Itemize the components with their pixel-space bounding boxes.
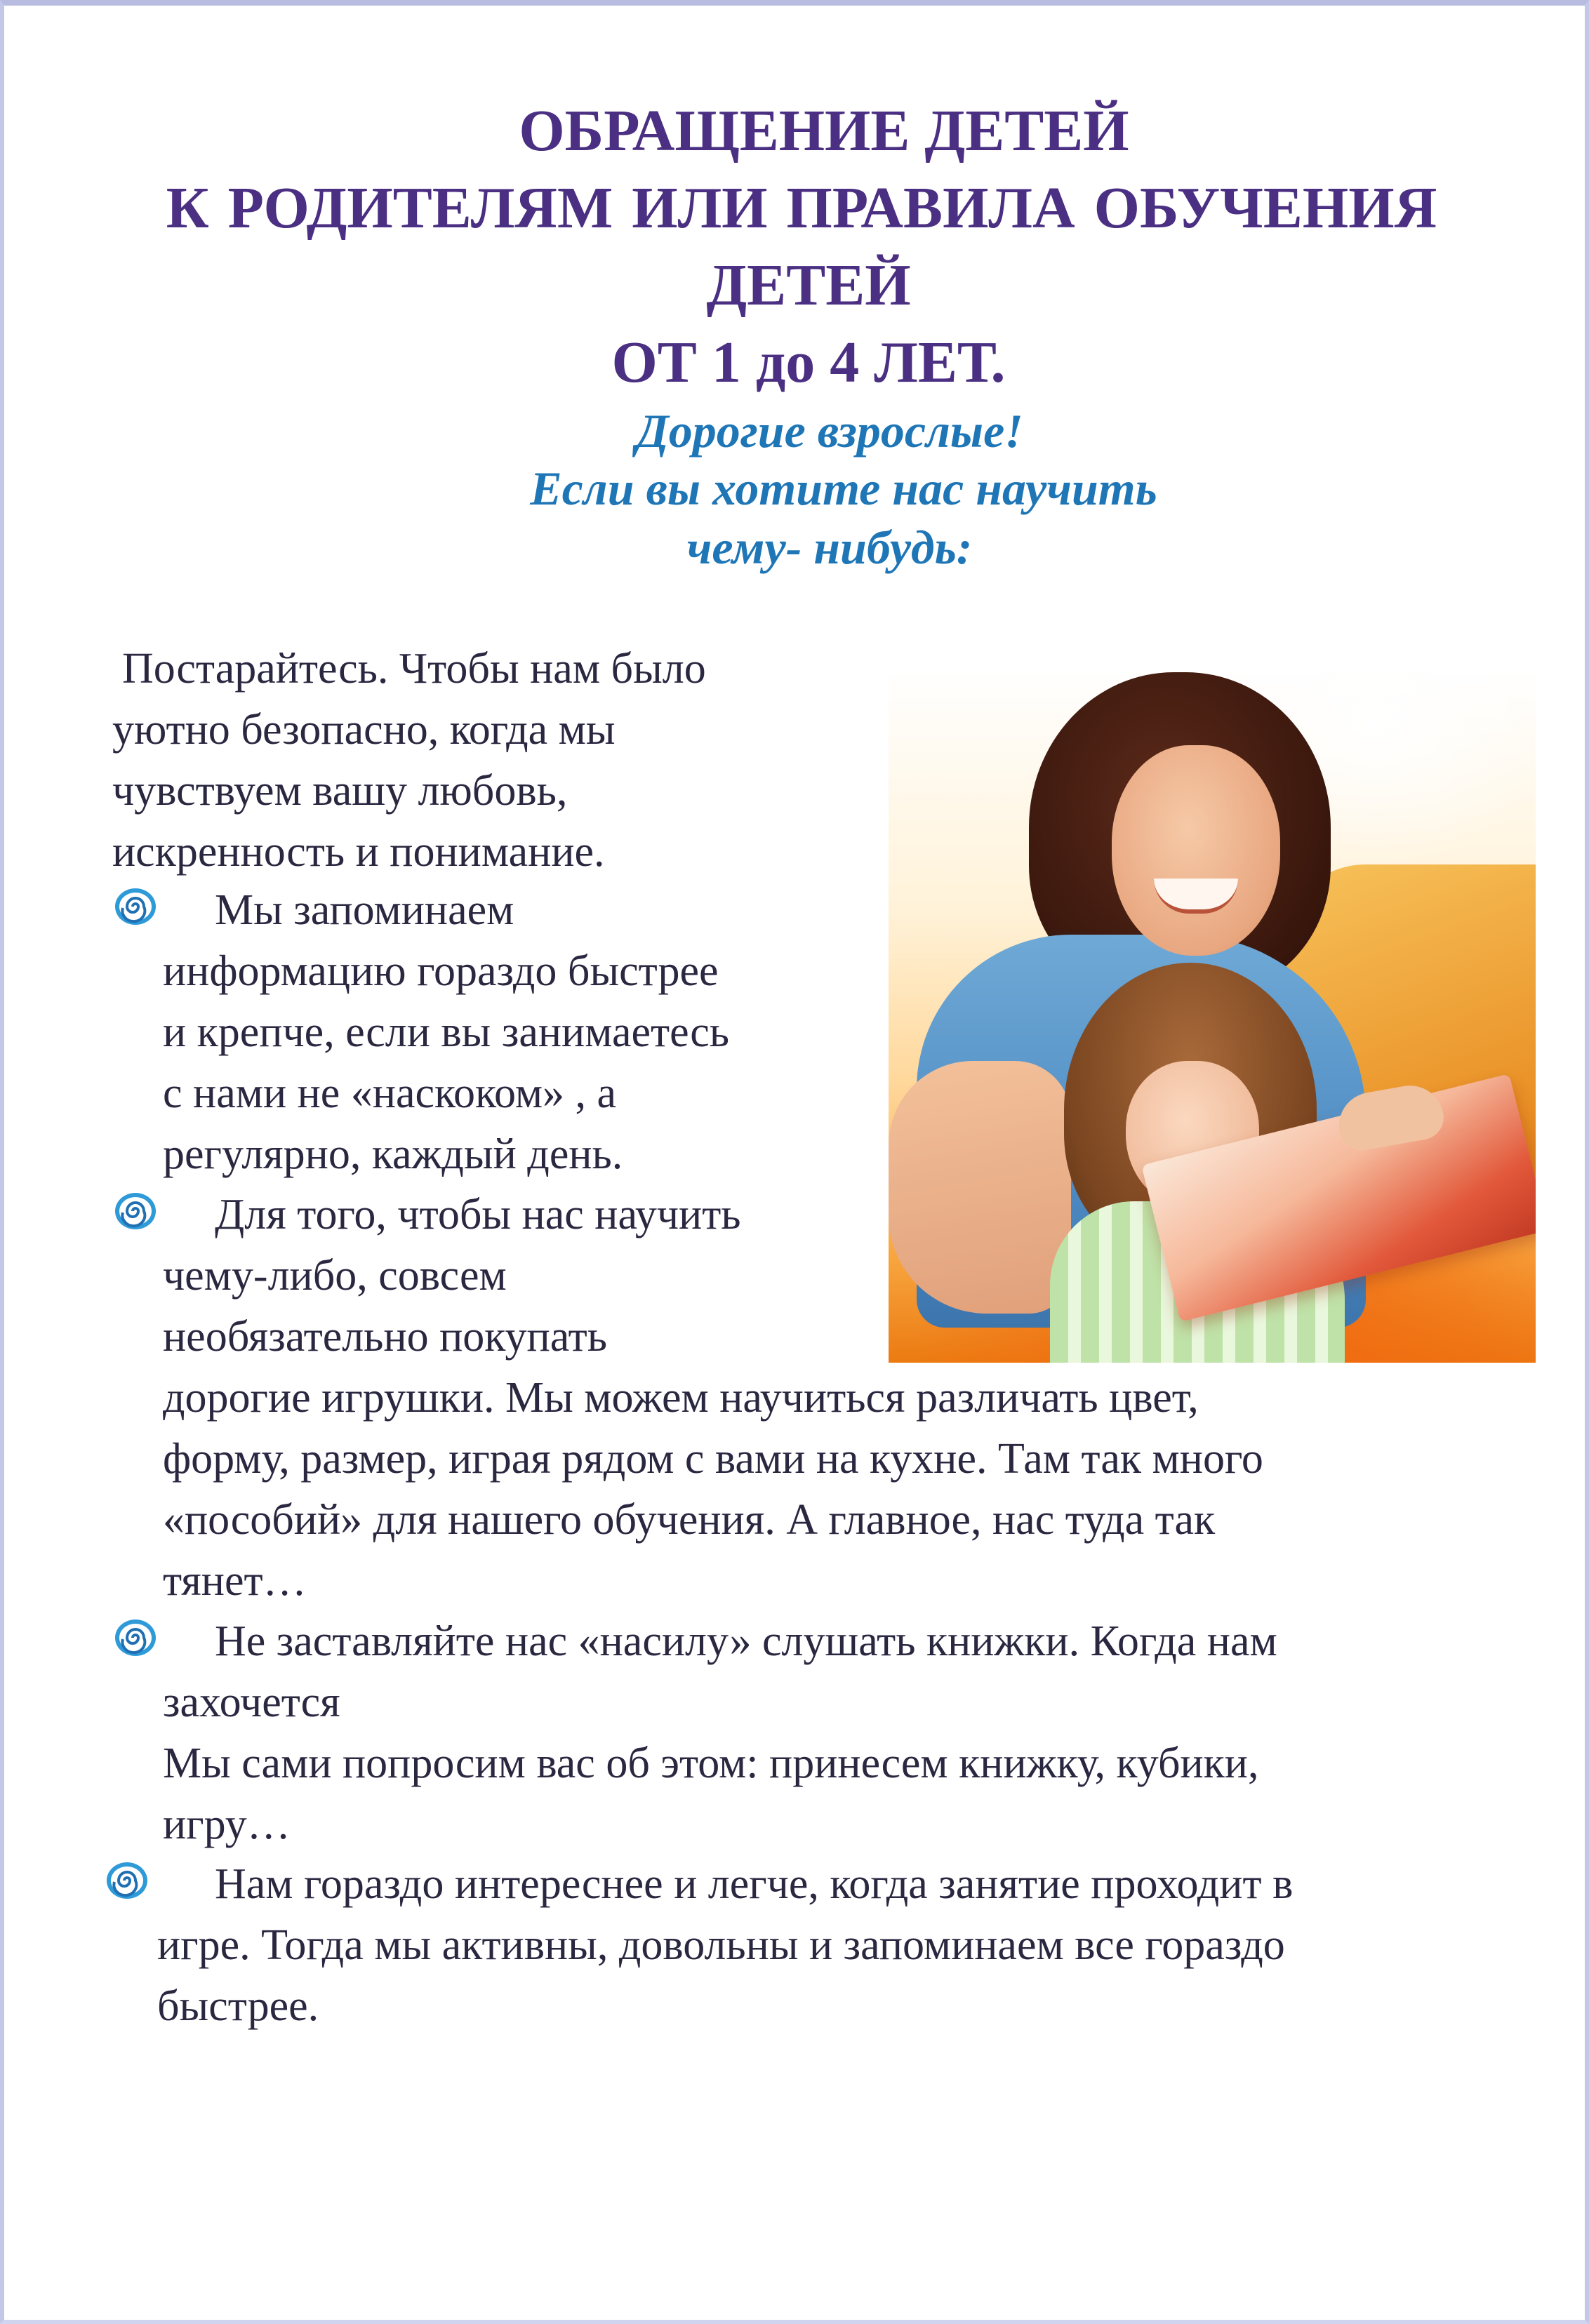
spiral-bullet-icon [112, 1617, 159, 1659]
title-line-3: ДЕТЕЙ [706, 253, 911, 318]
photo-mother-face [1112, 745, 1280, 956]
subtitle-line-3: чему- нибудь: [686, 521, 973, 574]
point-1-line: регулярно, каждый день. [163, 1130, 623, 1178]
subtitle-line-2: Если вы хотите нас научить [530, 462, 1157, 515]
point-2-line: необязательно покупать [163, 1313, 608, 1361]
spiral-bullet-icon [112, 1190, 159, 1232]
spiral-bullet-icon [112, 886, 159, 928]
point-2-line: форму, размер, играя рядом с вами на кухне. Там так много [163, 1435, 1263, 1483]
point-4-line: быстрее. [157, 1982, 319, 2030]
point-2-line: Для того, чтобы нас научить [215, 1191, 741, 1238]
photo-mother-arm [889, 1061, 1071, 1314]
point-1-line: Мы запоминаем [215, 886, 514, 934]
point-1-line: информацию гораздо быстрее [163, 947, 719, 995]
point-1-line: с нами не «наскоком» , а [163, 1069, 617, 1117]
subtitle-line-1: Дорогие взрослые! [636, 404, 1023, 458]
point-4-line: Нам гораздо интереснее и легче, когда занятие проходит в [215, 1860, 1294, 1908]
title-line-4: ОТ 1 до 4 ЛЕТ. [611, 330, 1006, 395]
intro-line: Постарайтесь. Чтобы нам было [122, 645, 706, 693]
point-4-line: игре. Тогда мы активны, довольны и запоминаем все гораздо [157, 1921, 1285, 1969]
point-2-line: дорогие игрушки. Мы можем научиться различать цвет, [163, 1374, 1199, 1422]
spiral-bullet-icon [104, 1859, 150, 1902]
intro-line: уютно безопасно, когда мы [112, 706, 616, 754]
title-line-2: К РОДИТЕЛЯМ ИЛИ ПРАВИЛА ОБУЧЕНИЯ [166, 175, 1437, 241]
point-2-line: «пособий» для нашего обучения. А главное, нас туда так [163, 1496, 1216, 1544]
point-3-line: захочется [163, 1678, 340, 1726]
point-2-line: тянет… [163, 1557, 307, 1605]
point-1-line: и крепче, если вы занимаетесь [163, 1008, 729, 1056]
point-3-line: Не заставляйте нас «насилу» слушать книжки. Когда нам [215, 1617, 1277, 1665]
intro-line: искренность и понимание. [112, 828, 605, 876]
point-3-line: игру… [163, 1801, 291, 1848]
mother-daughter-reading-photo [889, 668, 1536, 1363]
title-line-1: ОБРАЩЕНИЕ ДЕТЕЙ [519, 98, 1129, 163]
intro-line: чувствуем вашу любовь, [112, 767, 568, 815]
point-3-line: Мы сами попросим вас об этом: принесем книжку, кубики, [163, 1739, 1259, 1787]
point-2-line: чему-либо, совсем [163, 1252, 507, 1300]
